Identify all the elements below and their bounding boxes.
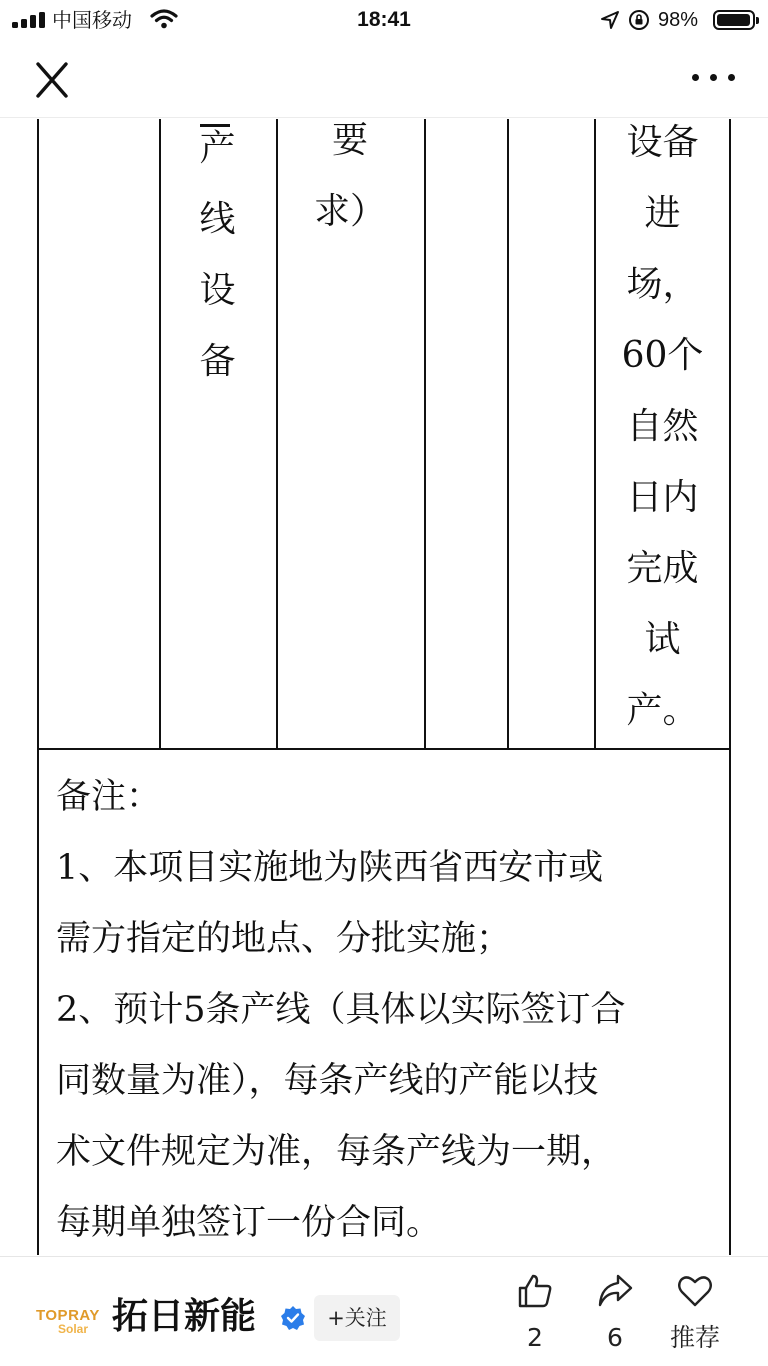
bottom-bar: [0, 1256, 768, 1366]
share-count: 6: [607, 1323, 623, 1352]
table-border: [507, 119, 509, 749]
remarks-line: 术文件规定为准，每条产线为一期，: [56, 1132, 617, 1172]
close-icon: [30, 58, 74, 102]
more-icon: [692, 74, 699, 81]
table-border: [729, 119, 731, 1255]
more-button[interactable]: [686, 66, 740, 88]
share-button[interactable]: [580, 1273, 650, 1363]
remarks-line: 1、本项目实施地为陕西省西安市或: [56, 848, 604, 888]
logo-text: TOPRAY: [36, 1307, 100, 1324]
table-border: [37, 748, 731, 750]
recommend-button[interactable]: [660, 1273, 730, 1363]
remarks-line: 2、预计5条产线（具体以实际签订合: [56, 990, 626, 1030]
battery-icon: [713, 10, 755, 30]
remarks-line: 需方指定的地点、分批实施；: [56, 919, 512, 959]
table-border: [424, 119, 426, 749]
share-icon: [597, 1273, 633, 1309]
remarks-line: 同数量为准），每条产线的产能以技: [56, 1061, 599, 1101]
table-cell-text: 产 线 设 备: [199, 128, 236, 382]
orientation-lock-icon: [628, 9, 650, 31]
logo-subtext: Solar: [58, 1322, 89, 1336]
account-name[interactable]: 拓日新能: [112, 1296, 257, 1337]
status-bar: [0, 0, 768, 40]
remarks-title: 备注：: [56, 777, 162, 817]
recommend-label: 推荐: [669, 1323, 720, 1352]
table-cell-text: 要 求）: [313, 120, 386, 232]
like-count: 2: [527, 1323, 543, 1352]
table-cell-text: 设备 进 场， 60个 自然 日内 完成 试 产。: [621, 122, 704, 731]
table-border: [37, 119, 39, 1255]
document-body: [0, 119, 768, 1255]
verified-icon: [280, 1305, 306, 1331]
nav-bar: [0, 40, 768, 118]
location-icon: [600, 10, 620, 30]
like-button[interactable]: [500, 1273, 570, 1363]
remarks-line: 每期单独签订一份合同。: [56, 1203, 442, 1243]
remarks-section: [56, 762, 724, 1255]
battery-percent: 98%: [658, 9, 699, 31]
carrier-name: 中国移动: [52, 8, 132, 32]
follow-button[interactable]: +关注: [314, 1295, 400, 1341]
thumbs-up-icon: [517, 1273, 553, 1309]
account-logo[interactable]: [36, 1307, 100, 1347]
heart-icon: [677, 1273, 713, 1309]
clipped-glyph: [94, 119, 124, 121]
close-button[interactable]: [30, 58, 74, 102]
clock: 18:41: [357, 8, 411, 31]
